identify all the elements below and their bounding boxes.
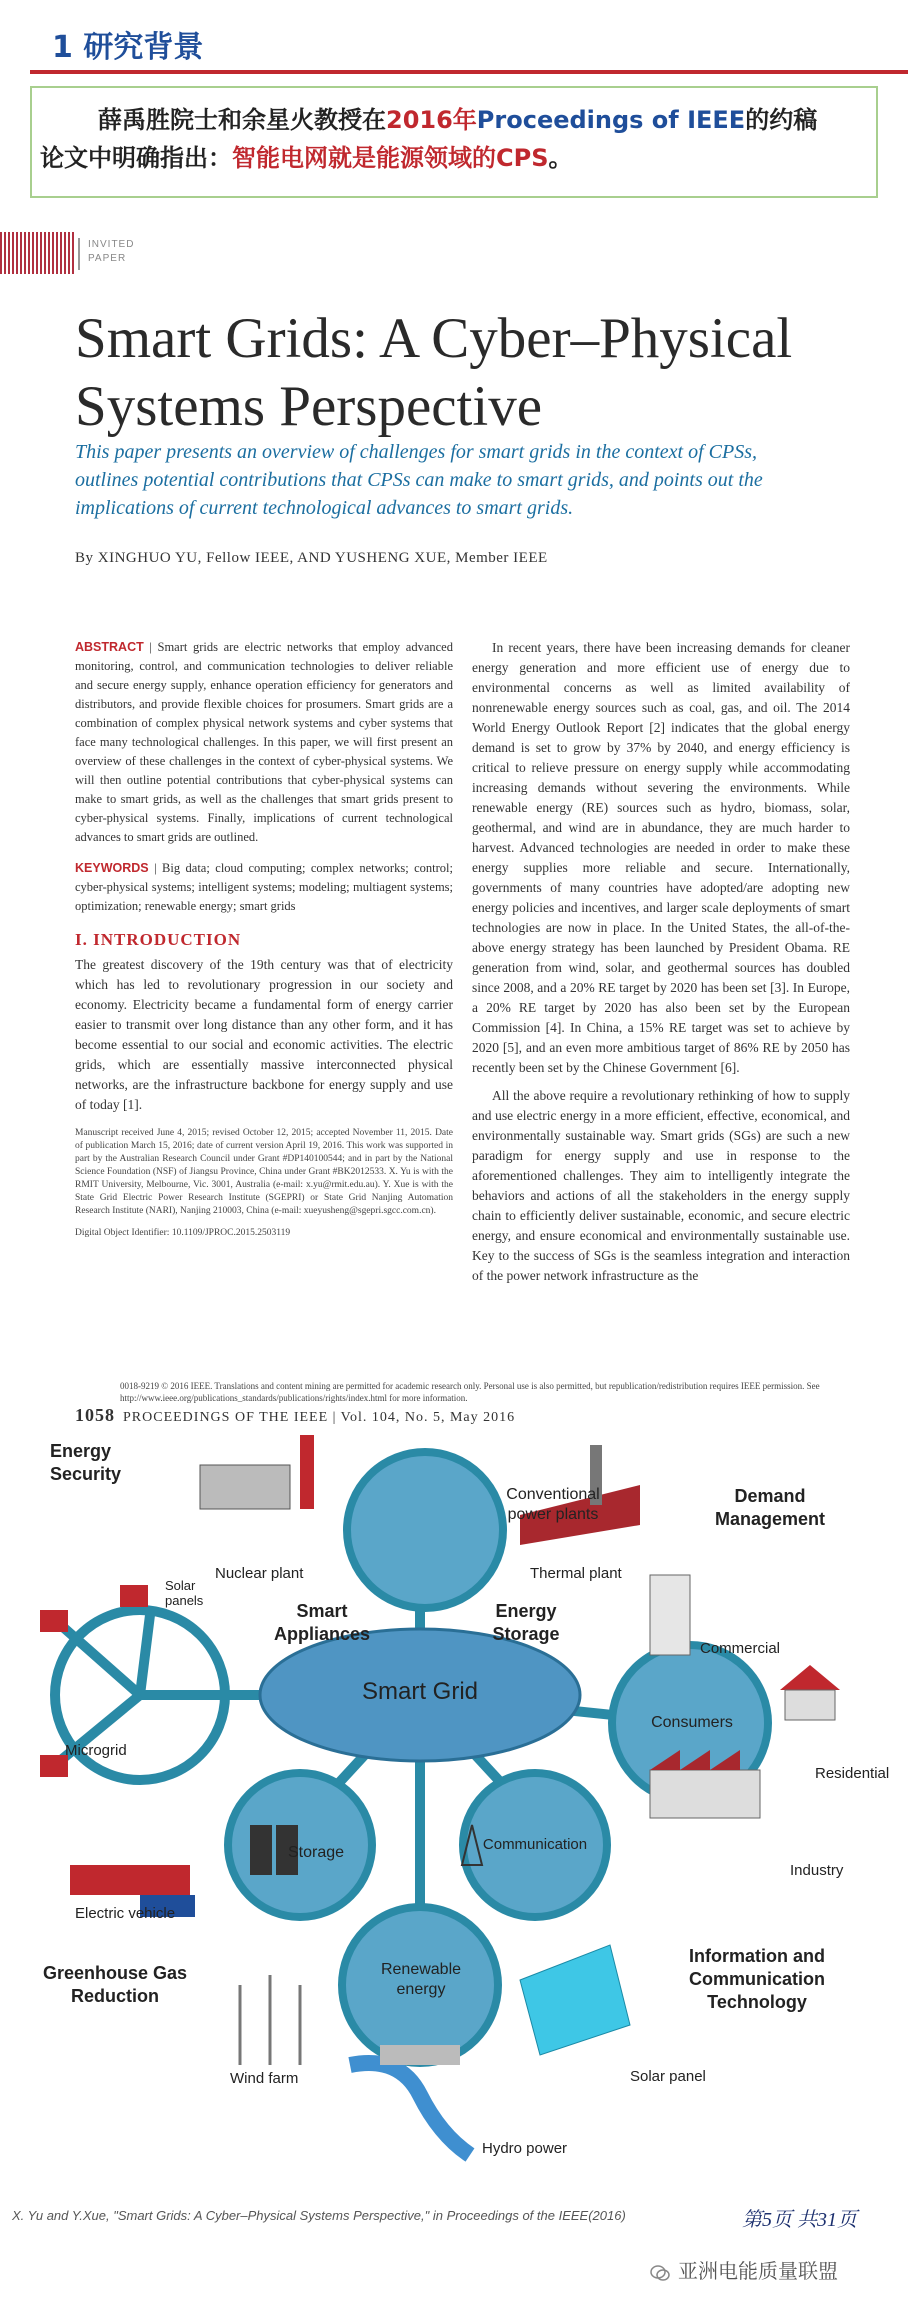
conventional-hub xyxy=(347,1452,503,1608)
nuclear-plant-label: Nuclear plant xyxy=(215,1565,304,1582)
section-number: 1 xyxy=(52,30,73,65)
callout-box xyxy=(30,86,878,198)
industry-label: Industry xyxy=(790,1862,844,1879)
section-title-text: 研究背景 xyxy=(83,30,204,65)
right-paragraph-2: All the above require a revolutionary rethinking of how to supply and use electric energy in a more efficient, effective, economical, and environmentally sustainable way. Smart grids (SGs) are such a new paradigm for energy supply and use in response to the aforementioned challenges. They aim to intelligently integrate the behaviors and actions of all the stakeholders in the energy supply chain to efficiently deliver sustainable, economic, and secure electric energy, and ensure economical and environmentally sustainable use. Key to the success of SGs is the seamless integration and interaction of the power network infrastructure as the xyxy=(472,1088,850,1283)
demand-management-label: Demand Management xyxy=(714,1486,826,1529)
callout-journal: Proceedings of IEEE xyxy=(476,106,746,134)
storage-hub-label: Storage xyxy=(287,1844,345,1861)
citation: X. Yu and Y.Xue, "Smart Grids: A Cyber–Physical Systems Perspective," in Proceedings of the IEEE(2016) xyxy=(12,2208,626,2223)
paper-footnote: Manuscript received June 4, 2015; revised October 12, 2015; accepted November 11, 2015. Date of publication March 15, 2016; date of current version April 19, 2016. This work was supported in part by the Australian Research Council under Grant #DP140100544; and in part by the National Science Foundation (NSF) of Jiangsu Province, China under Grant #BK2012533. X. Yu is with the RMIT University, Melbourne, Vic. 3001, Australia (e-mail: x.yu@rmit.edu.au). Y. Xue is with the State Grid Electric Power Research Institute (SGEPRI) or State Grid Nanjing Automation Research Institute (NARI), Nanjing 210003, China (e-mail: xueyusheng@sgepri.sgcc.com.cn). xyxy=(75,1128,453,1216)
keywords-label: KEYWORDS xyxy=(75,861,149,875)
energy-storage-label: Energy Storage xyxy=(492,1601,560,1644)
residential-icon xyxy=(780,1665,840,1720)
paper-left-column xyxy=(75,638,453,1243)
section-title xyxy=(52,22,203,66)
paper-title-line-1: Smart Grids: A Cyber–Physical xyxy=(75,307,793,370)
ict-label: Information and Communication Technology xyxy=(688,1946,825,2012)
smart-grid-diagram xyxy=(0,1425,908,2165)
wind-farm-label: Wind farm xyxy=(230,2070,299,2087)
callout-line-2 xyxy=(40,140,573,176)
paper-right-column xyxy=(472,638,850,1286)
nuclear-plant-icon xyxy=(200,1435,314,1509)
callout-text: 薛禹胜院士和余星火教授在 xyxy=(98,106,386,134)
callout-text: 的约稿 xyxy=(745,106,818,134)
paper-label: PAPER xyxy=(88,253,127,264)
wind-farm-icon xyxy=(240,1975,300,2065)
paper-doi: Digital Object Identifier: 10.1109/JPROC.2015.2503119 xyxy=(75,1228,291,1238)
solar-panels-label: Solar panels xyxy=(165,1578,204,1608)
wechat-watermark xyxy=(650,2255,838,2284)
callout-year: 2016年 xyxy=(386,106,477,134)
commercial-icon xyxy=(650,1575,690,1655)
callout-text: 。 xyxy=(548,144,573,172)
paper-title xyxy=(75,305,875,441)
abstract-text: Smart grids are electric networks that employ advanced monitoring, control, and communication technologies to deliver reliable and secure energy supply, enhance operation efficiency for generators and distributors, and provide flexible choices for prosumers. Smart grids are a combination of complex physical network systems and cyber systems that face many technological challenges. In this paper, we will first present an overview of these challenges in the context of cyber-physical systems. We will then outline potential contributions that cyber-physical systems can make to smart grids, as well as the challenges that smart grids present to cyber-physical systems. Finally, implications of current technological advances to smart grids are outlined. xyxy=(75,640,453,844)
callout-text: 论文中明确指出： xyxy=(40,144,232,172)
title-divider xyxy=(30,70,908,74)
abstract-label: ABSTRACT xyxy=(75,640,144,654)
introduction-text: The greatest discovery of the 19th century was that of electricity which has led to revolutionary progression in our society and economy. Electricity became a fundamental form of energy carrier easier to transmit over long distance than any other form, and it has become essential to our social and economic activities. The electric grids, which are essentially massive interconnected physical networks, are the infrastructure backbone for energy supply and use of today [1]. xyxy=(75,957,453,1112)
keywords: KEYWORDS | Big data; cloud computing; complex networks; control; cyber-physical systems; intelligent systems; modeling; multiagent systems; optimization; renewable energy; smart grids xyxy=(75,861,453,913)
residential-label: Residential xyxy=(815,1765,890,1782)
callout-highlight: 智能电网就是能源领域的CPS xyxy=(232,144,549,172)
electric-vehicle-label: Electric vehicle xyxy=(75,1905,176,1922)
conventional-hub-label: Conventional power plants xyxy=(506,1486,600,1523)
paper-lead: This paper presents an overview of challenges for smart grids in the context of CPSs, outlines potential contributions that CPSs can make to smart grids, and points out the implications of current technological advances to smart grids. xyxy=(75,441,763,519)
hydro-power-icon xyxy=(350,2045,470,2155)
paper-copyright: 0018-9219 © 2016 IEEE. Translations and content mining are permitted for academic research only. Personal use is also permitted, but republication/redistribution requires IEEE permission. See http://www.ieee.org/publications_standards/publications/rights/index.html for more information. xyxy=(120,1381,820,1403)
paper-title-line-2: Systems Perspective xyxy=(75,375,543,438)
paper-page xyxy=(0,220,908,1425)
consumers-hub-label: Consumers xyxy=(651,1714,733,1731)
thermal-plant-label: Thermal plant xyxy=(530,1565,622,1582)
invited-paper-tag xyxy=(78,238,154,270)
wechat-account-name: 亚洲电能质量联盟 xyxy=(678,2259,838,2283)
microgrid-label: Microgrid xyxy=(65,1742,127,1759)
keywords-text: Big data; cloud computing; complex networks; control; cyber-physical systems; intelligent systems; modeling; multiagent systems; optimization; renewable energy; smart grids xyxy=(75,861,453,913)
solar-panel-icon xyxy=(520,1945,630,2055)
invited-label: INVITED xyxy=(88,239,135,250)
energy-security-label: Energy Security xyxy=(50,1441,122,1484)
paper-journal: PROCEEDINGS OF THE IEEE | Vol. 104, No. 5, May 2016 xyxy=(123,1410,516,1425)
greenhouse-label: Greenhouse Gas Reduction xyxy=(42,1963,188,2006)
callout-line-1 xyxy=(98,102,817,138)
communication-hub-label: Communication xyxy=(482,1836,588,1853)
wechat-icon xyxy=(650,2265,670,2281)
smart-grid-label: Smart Grid xyxy=(361,1678,478,1705)
hydro-power-label: Hydro power xyxy=(482,2140,568,2157)
smart-appliances-label: Smart Appliances xyxy=(273,1601,371,1644)
invited-stripes xyxy=(0,232,74,274)
renewable-hub-label: Renewable energy xyxy=(380,1961,462,1998)
commercial-label: Commercial xyxy=(700,1640,781,1657)
solar-panel-label: Solar panel xyxy=(630,2068,706,2085)
introduction-heading: I. INTRODUCTION xyxy=(75,930,242,949)
paper-page-number: 1058 xyxy=(75,1405,115,1425)
paper-authors: By XINGHUO YU, Fellow IEEE, AND YUSHENG XUE, Member IEEE xyxy=(75,550,548,566)
right-paragraph-1: In recent years, there have been increasing demands for cleaner energy generation and more efficient use of energy due to environmental concerns as well as limited availability of nonrenewable energy sources such as coal, gas, and oil. The 2014 World Energy Outlook Report [2] indicates that the global energy demand is set to grow by 37% by 2040, and energy efficiency is critical to relieve pressure on energy supply while accommodating increasing demands without severing the environments. While renewable energy (RE) sources such as hydro, biomass, solar, geothermal, and wind are in abundance, they are much harder to harvest. Advanced technologies are needed in order to make these energy supplies more reliable and secure. Internationally, governments of many countries have adopted/are adopting new energy policies and incentives, and larger scale deployments of smart technologies are now in place. In the United States, the all-of-the-above energy strategy has been launched by President Obama. RE generation from wind, solar, and geothermal sources has doubled since 2008, and a 20% RE target by 2020 has been set [3]. In Europe, a 20% RE target by 2020 has also been set by the European Commission [4]. In China, a 15% RE target was set to achieve by 2020 [5], and an even more ambitious target of 86% RE by 2050 has recently been set by the Chinese Government [6]. xyxy=(472,640,850,1075)
abstract: ABSTRACT | Smart grids are electric networks that employ advanced monitoring, control, and communication technologies to deliver reliable and secure energy supply, enhance operation efficiency for generators and distributors, and provide flexible choices for prosumers. Smart grids are a combination of complex physical network systems and cyber systems that face many technological challenges. In this paper, we will first present an overview of these challenges in the context of cyber-physical systems. We will then outline potential contributions that cyber-physical systems can make to smart grids, as well as the challenges that smart grids present to cyber-physical systems. Finally, implications of current technological advances to smart grids are outlined. xyxy=(75,640,453,844)
page-number: 第5页 共31页 xyxy=(742,2209,857,2231)
paper-page-footer xyxy=(75,1405,515,1426)
